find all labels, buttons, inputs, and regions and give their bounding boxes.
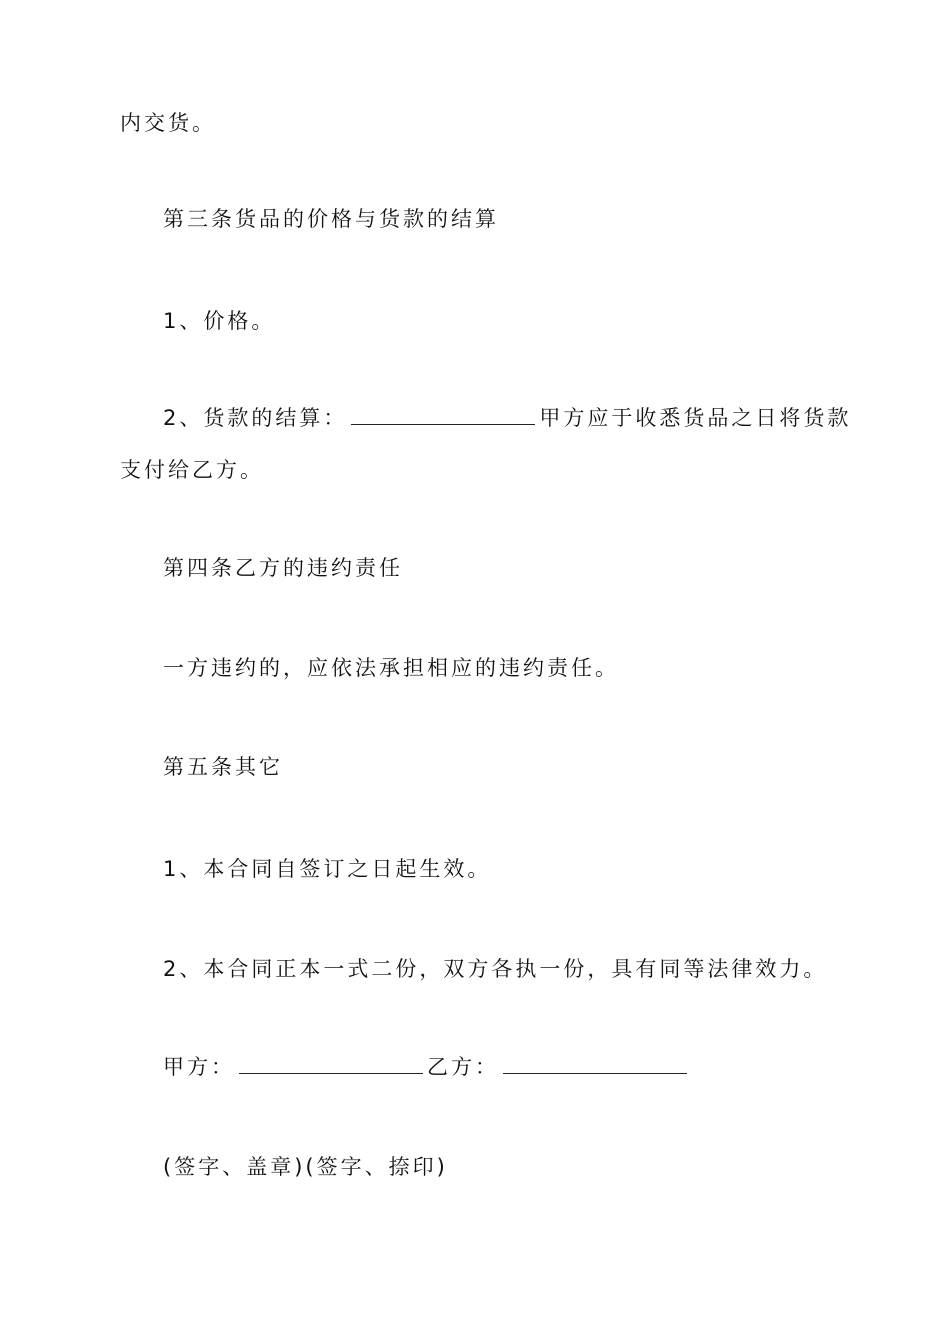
payment-item-continuation: 支付给乙方。 [120,458,264,482]
signature-note: (签字、盖章)(签字、捺印) [163,1155,448,1179]
paragraph-delivery-end: 内交货。 [120,111,216,135]
other-item-2: 2、本合同正本一式二份，双方各执一份，具有同等法律效力。 [163,957,828,981]
party-a-blank-field[interactable] [239,1055,423,1074]
payment-item-prefix: 2、货款的结算： [163,406,348,430]
payment-item-suffix: 甲方应于收悉货品之日将货款 [539,406,852,430]
article-5-title: 第五条其它 [163,755,283,779]
party-b-label: 乙方： [427,1055,499,1079]
article-4-title: 第四条乙方的违约责任 [163,556,403,580]
party-b-blank-field[interactable] [503,1055,687,1074]
breach-clause: 一方违约的，应依法承担相应的违约责任。 [163,656,619,680]
article-3-title: 第三条货品的价格与货款的结算 [163,207,499,231]
other-item-1: 1、本合同自签订之日起生效。 [163,857,492,881]
party-signature-line [163,1054,691,1080]
payment-item [163,405,851,431]
party-a-label: 甲方： [163,1055,235,1079]
payment-blank-field[interactable] [351,406,535,425]
price-item: 1、价格。 [163,309,276,333]
